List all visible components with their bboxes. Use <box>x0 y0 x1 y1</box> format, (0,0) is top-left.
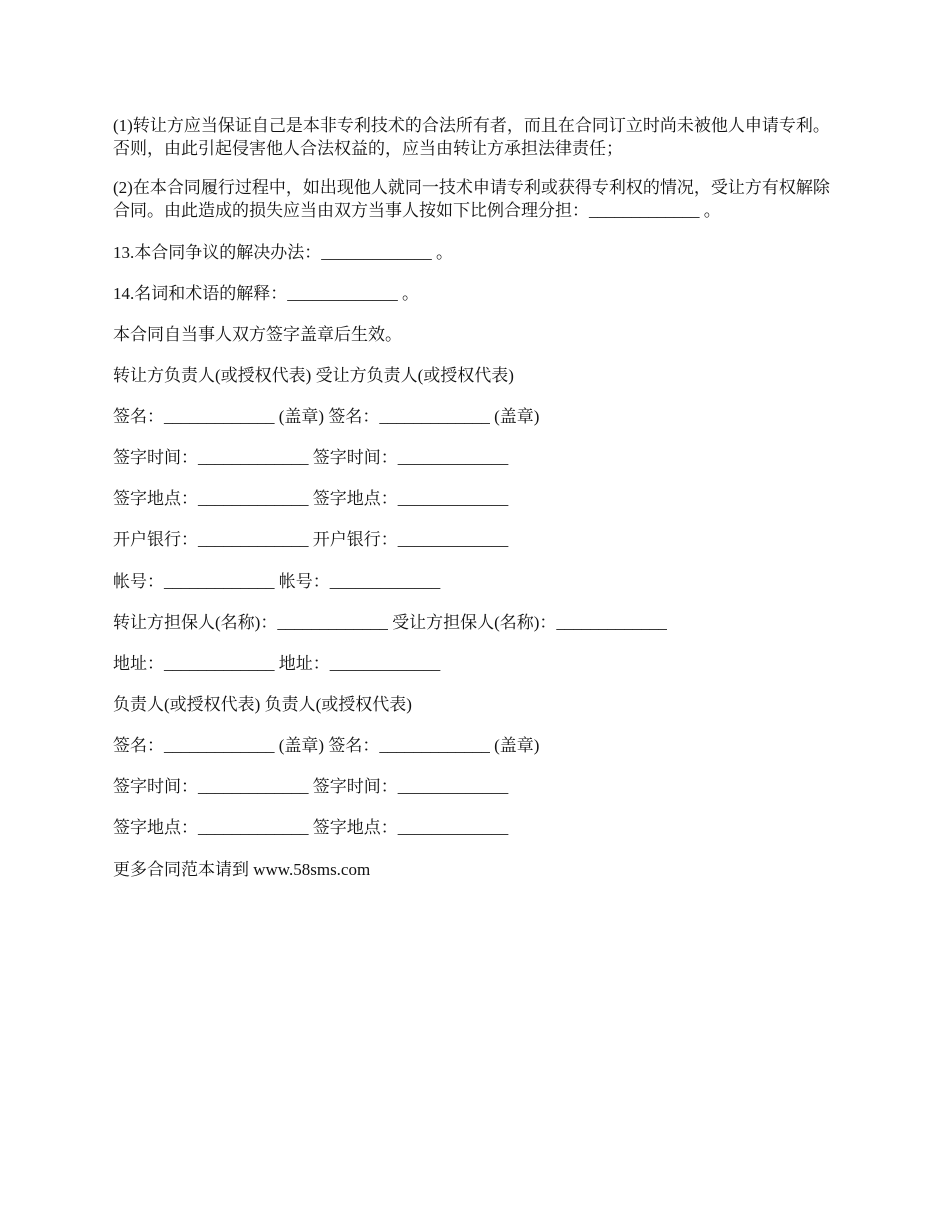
effective-clause: 本合同自当事人双方签字盖章后生效。 <box>113 325 402 344</box>
guarantor-representatives-heading: 负责人(或授权代表) 负责人(或授权代表) <box>113 695 412 714</box>
guarantor-signature-line: 签名：_____________ (盖章) 签名：_____________ (盖章) <box>113 736 540 755</box>
bank-line: 开户银行：_____________ 开户银行：_____________ <box>113 530 509 549</box>
guarantor-signing-place-line: 签字地点：_____________ 签字地点：_____________ <box>113 818 509 837</box>
guarantor-line: 转让方担保人(名称)：_____________ 受让方担保人(名称)：_____________ <box>113 613 667 632</box>
guarantor-signing-time-line: 签字时间：_____________ 签字时间：_____________ <box>113 777 509 796</box>
representatives-heading: 转让方负责人(或授权代表) 受让方负责人(或授权代表) <box>113 366 514 385</box>
signing-place-line: 签字地点：_____________ 签字地点：_____________ <box>113 489 509 508</box>
footer-website-line: 更多合同范本请到 www.58sms.com <box>113 860 371 879</box>
clause-14-terms-definition: 14.名词和术语的解释：_____________ 。 <box>113 284 419 303</box>
account-line: 帐号：_____________ 帐号：_____________ <box>113 572 441 591</box>
signing-time-line: 签字时间：_____________ 签字时间：_____________ <box>113 448 509 467</box>
signature-line: 签名：_____________ (盖章) 签名：_____________ (盖章) <box>113 407 540 426</box>
clause-13-dispute-resolution: 13.本合同争议的解决办法：_____________ 。 <box>113 243 453 262</box>
clause-2-paragraph: (2)在本合同履行过程中，如出现他人就同一技术申请专利或获得专利权的情况，受让方有权解除合同。由此造成的损失应当由双方当事人按如下比例合理分担：_____________ 。 <box>113 178 830 220</box>
address-line: 地址：_____________ 地址：_____________ <box>113 654 441 673</box>
clause-1-paragraph: (1)转让方应当保证自己是本非专利技术的合法所有者，而且在合同订立时尚未被他人申请专利。否则，由此引起侵害他人合法权益的，应当由转让方承担法律责任； <box>113 116 830 158</box>
